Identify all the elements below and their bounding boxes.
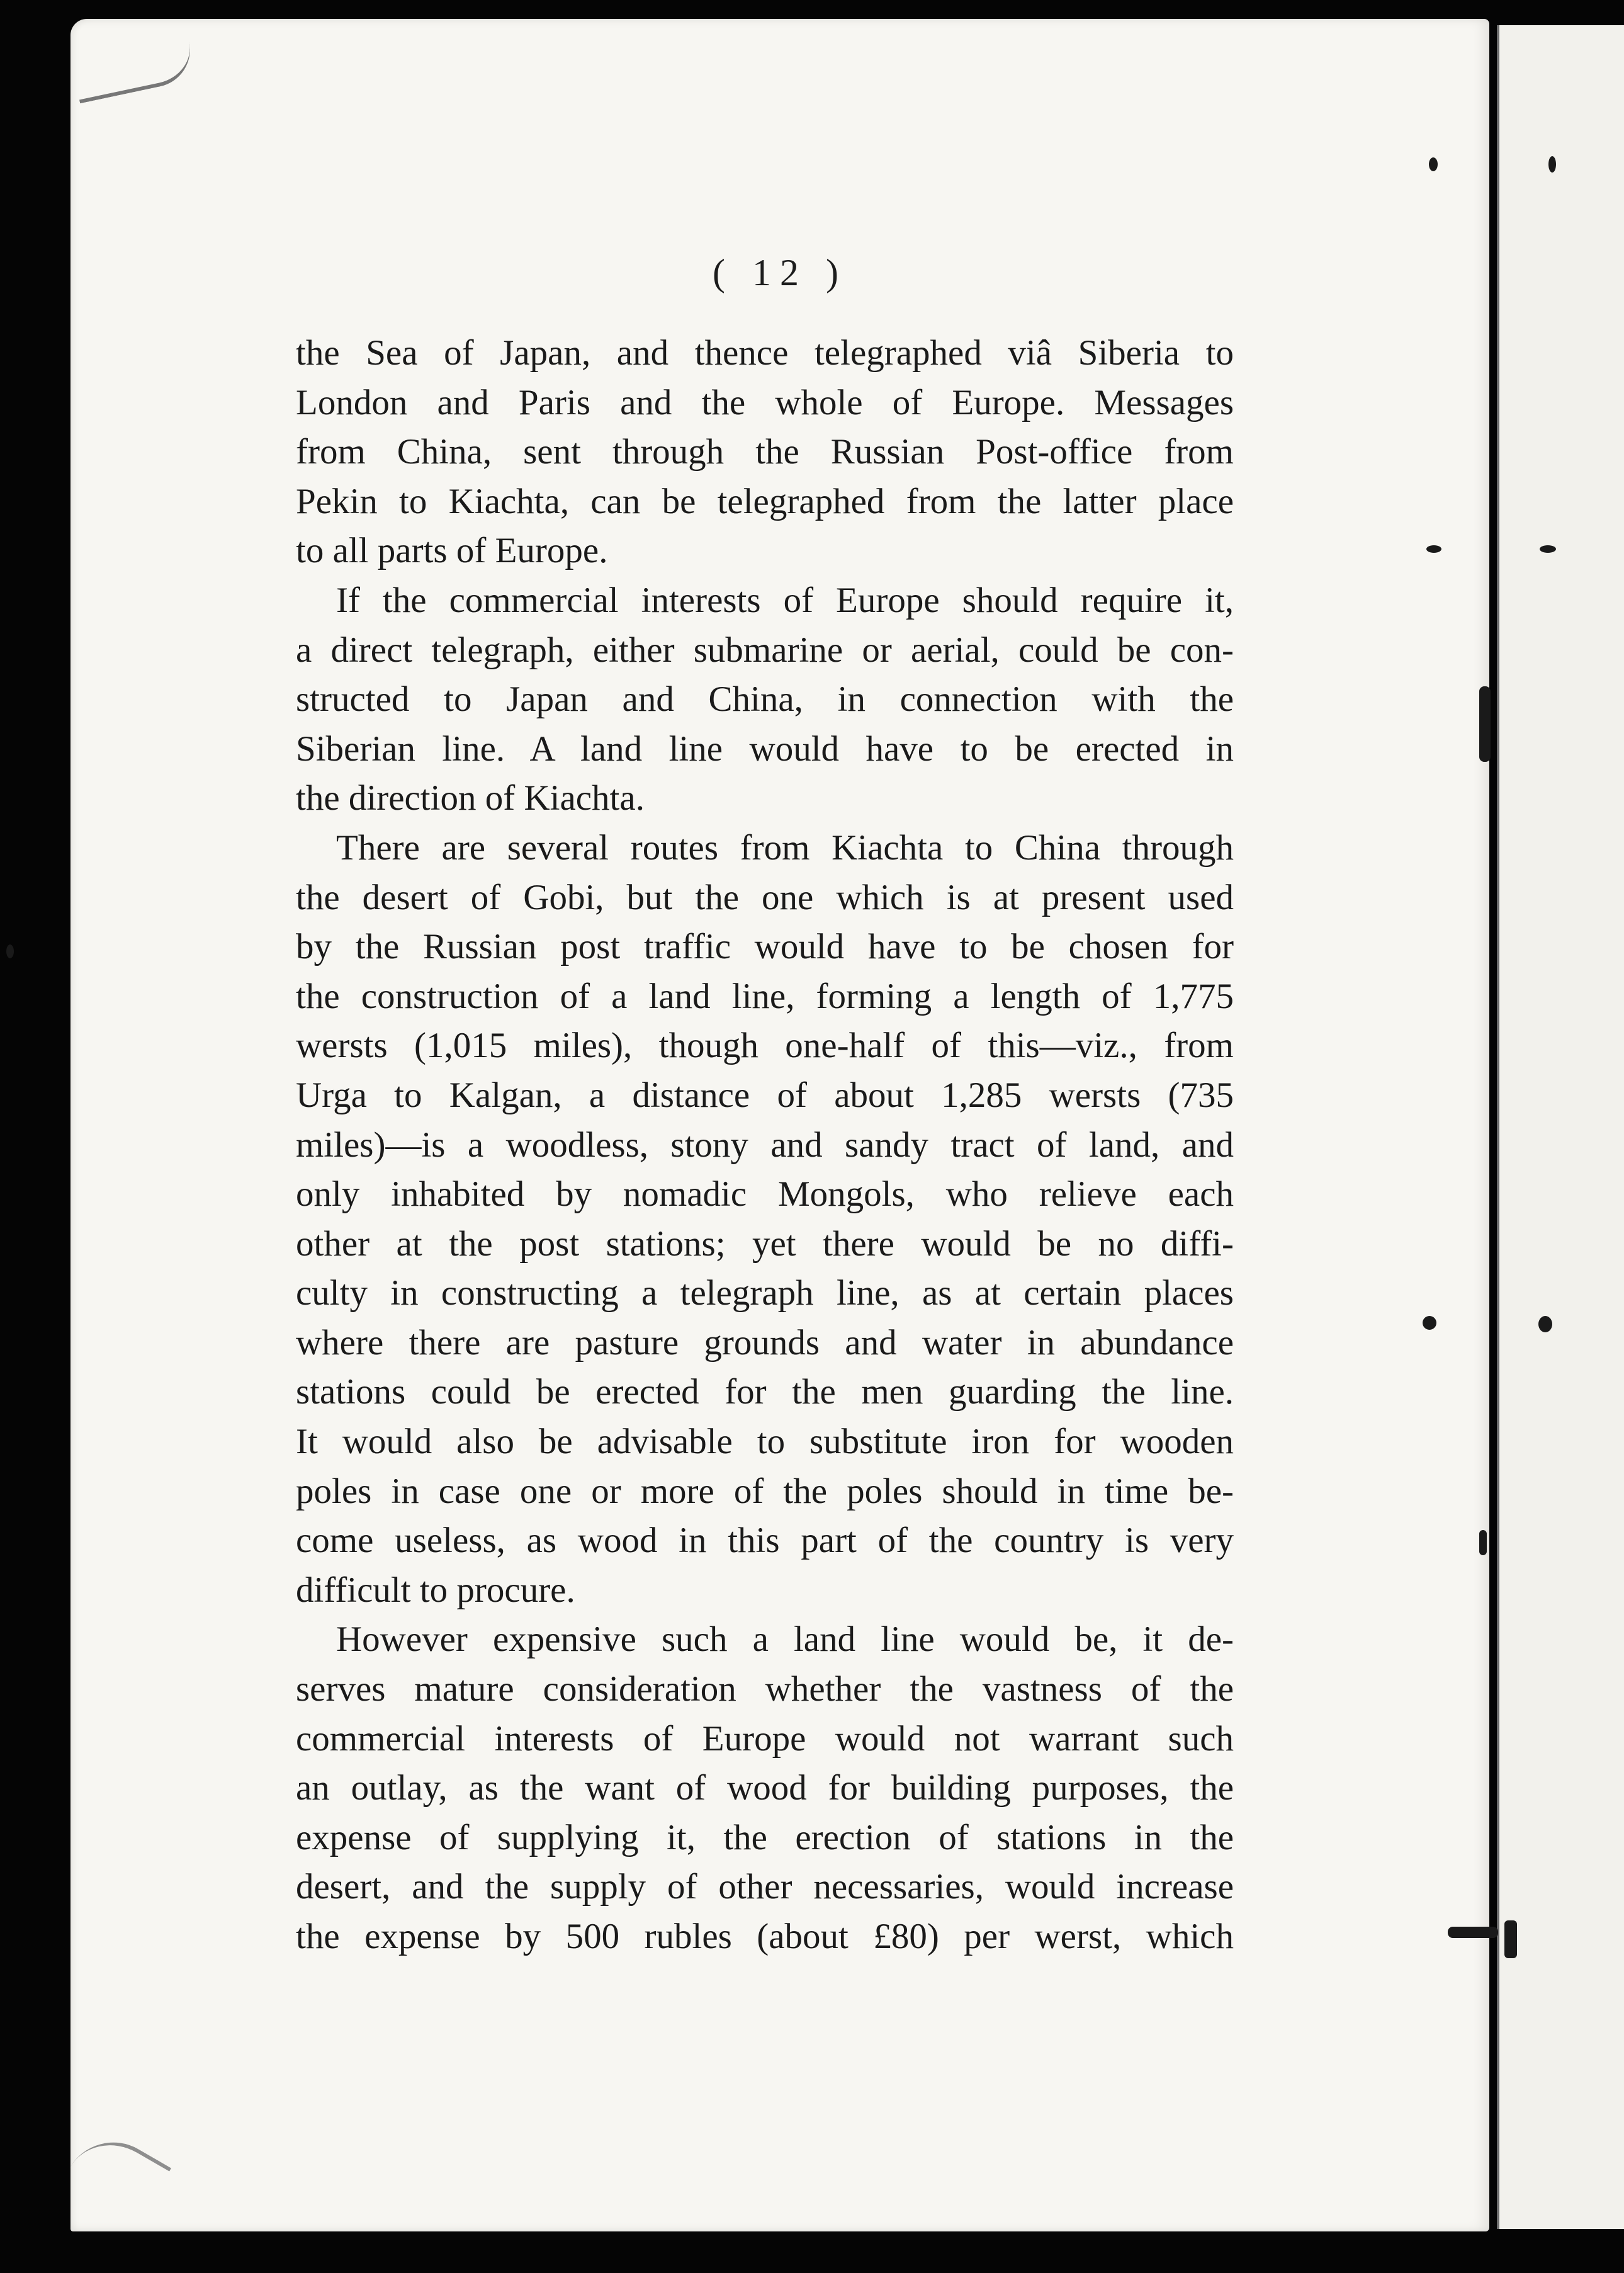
text-line: the desert of Gobi, but the one which is at present used bbox=[296, 877, 1234, 917]
scan-speck bbox=[1548, 156, 1556, 173]
text-line: However expensive such a land line would be, it de- bbox=[336, 1619, 1234, 1660]
text-line: Urga to Kalgan, a distance of about 1,285 wersts (735 bbox=[296, 1075, 1234, 1115]
text-line: London and Paris and the whole of Europe. Messages bbox=[296, 382, 1234, 422]
text-line: come useless, as wood in this part of the country is very bbox=[296, 1521, 1234, 1561]
text-line: the direction of Kiachta. bbox=[296, 778, 645, 819]
scan-speck bbox=[1423, 1316, 1436, 1330]
text-line: structed to Japan and China, in connection with the bbox=[296, 679, 1234, 720]
text-line: difficult to procure. bbox=[296, 1570, 575, 1610]
text-line: Siberian line. A land line would have to be erected in bbox=[296, 728, 1234, 769]
paragraph-1 bbox=[296, 329, 1234, 576]
scan-speck bbox=[1540, 545, 1556, 553]
text-line: culty in constructing a telegraph line, as at certain places bbox=[296, 1273, 1234, 1313]
text-line: desert, and the supply of other necessaries, would increase bbox=[296, 1867, 1234, 1907]
text-line: commercial interests of Europe would not warrant such bbox=[296, 1718, 1234, 1759]
scan-speck bbox=[1504, 1920, 1517, 1958]
text-line: by the Russian post traffic would have to be chosen for bbox=[296, 927, 1234, 967]
text-line: If the commercial interests of Europe should require it, bbox=[336, 580, 1234, 620]
adjacent-page-edge bbox=[1497, 25, 1624, 2229]
text-line: miles)—is a woodless, stony and sandy tract of land, and bbox=[296, 1125, 1234, 1165]
text-line: expense of supplying it, the erection of stations in the bbox=[296, 1817, 1234, 1857]
text-line: an outlay, as the want of wood for building purposes, the bbox=[296, 1768, 1234, 1808]
text-line: the Sea of Japan, and thence telegraphed viâ Siberia to bbox=[296, 333, 1234, 373]
scan-speck bbox=[1479, 1530, 1487, 1555]
text-line: a direct telegraph, either submarine or aerial, could be con- bbox=[296, 630, 1234, 670]
text-line: stations could be erected for the men guarding the line. bbox=[296, 1372, 1234, 1412]
paragraph-4 bbox=[296, 1615, 1234, 1961]
text-line: There are several routes from Kiachta to China through bbox=[336, 827, 1234, 868]
scan-speck bbox=[1426, 545, 1441, 553]
text-line: Pekin to Kiachta, can be telegraphed from the latter place bbox=[296, 481, 1234, 521]
text-line: the expense by 500 rubles (about £80) per werst, which bbox=[296, 1917, 1234, 1956]
scan-speck bbox=[6, 944, 14, 958]
text-line: poles in case one or more of the poles should in time be- bbox=[296, 1471, 1234, 1511]
scan-speck bbox=[1429, 157, 1438, 171]
text-line: wersts (1,015 miles), though one-half of this—viz., from bbox=[296, 1026, 1234, 1066]
paragraph-3 bbox=[296, 824, 1234, 1616]
scan-speck bbox=[1479, 686, 1491, 762]
text-line: where there are pasture grounds and water in abundance bbox=[296, 1322, 1234, 1363]
paragraph-2 bbox=[296, 576, 1234, 824]
text-line: other at the post stations; yet there would be no diffi- bbox=[296, 1223, 1234, 1264]
text-line: only inhabited by nomadic Mongols, who relieve each bbox=[296, 1174, 1234, 1215]
scan-speck bbox=[1448, 1927, 1498, 1938]
body-text bbox=[296, 329, 1234, 1962]
text-line: It would also be advisable to substitute iron for wooden bbox=[296, 1422, 1234, 1462]
scan-speck bbox=[1538, 1316, 1552, 1332]
text-line: to all parts of Europe. bbox=[296, 531, 608, 571]
text-line: the construction of a land line, forming a length of 1,775 bbox=[296, 976, 1234, 1016]
text-line: serves mature consideration whether the vastness of the bbox=[296, 1669, 1234, 1709]
text-line: from China, sent through the Russian Post-office from bbox=[296, 432, 1234, 472]
page-number: ( 12 ) bbox=[713, 252, 847, 293]
